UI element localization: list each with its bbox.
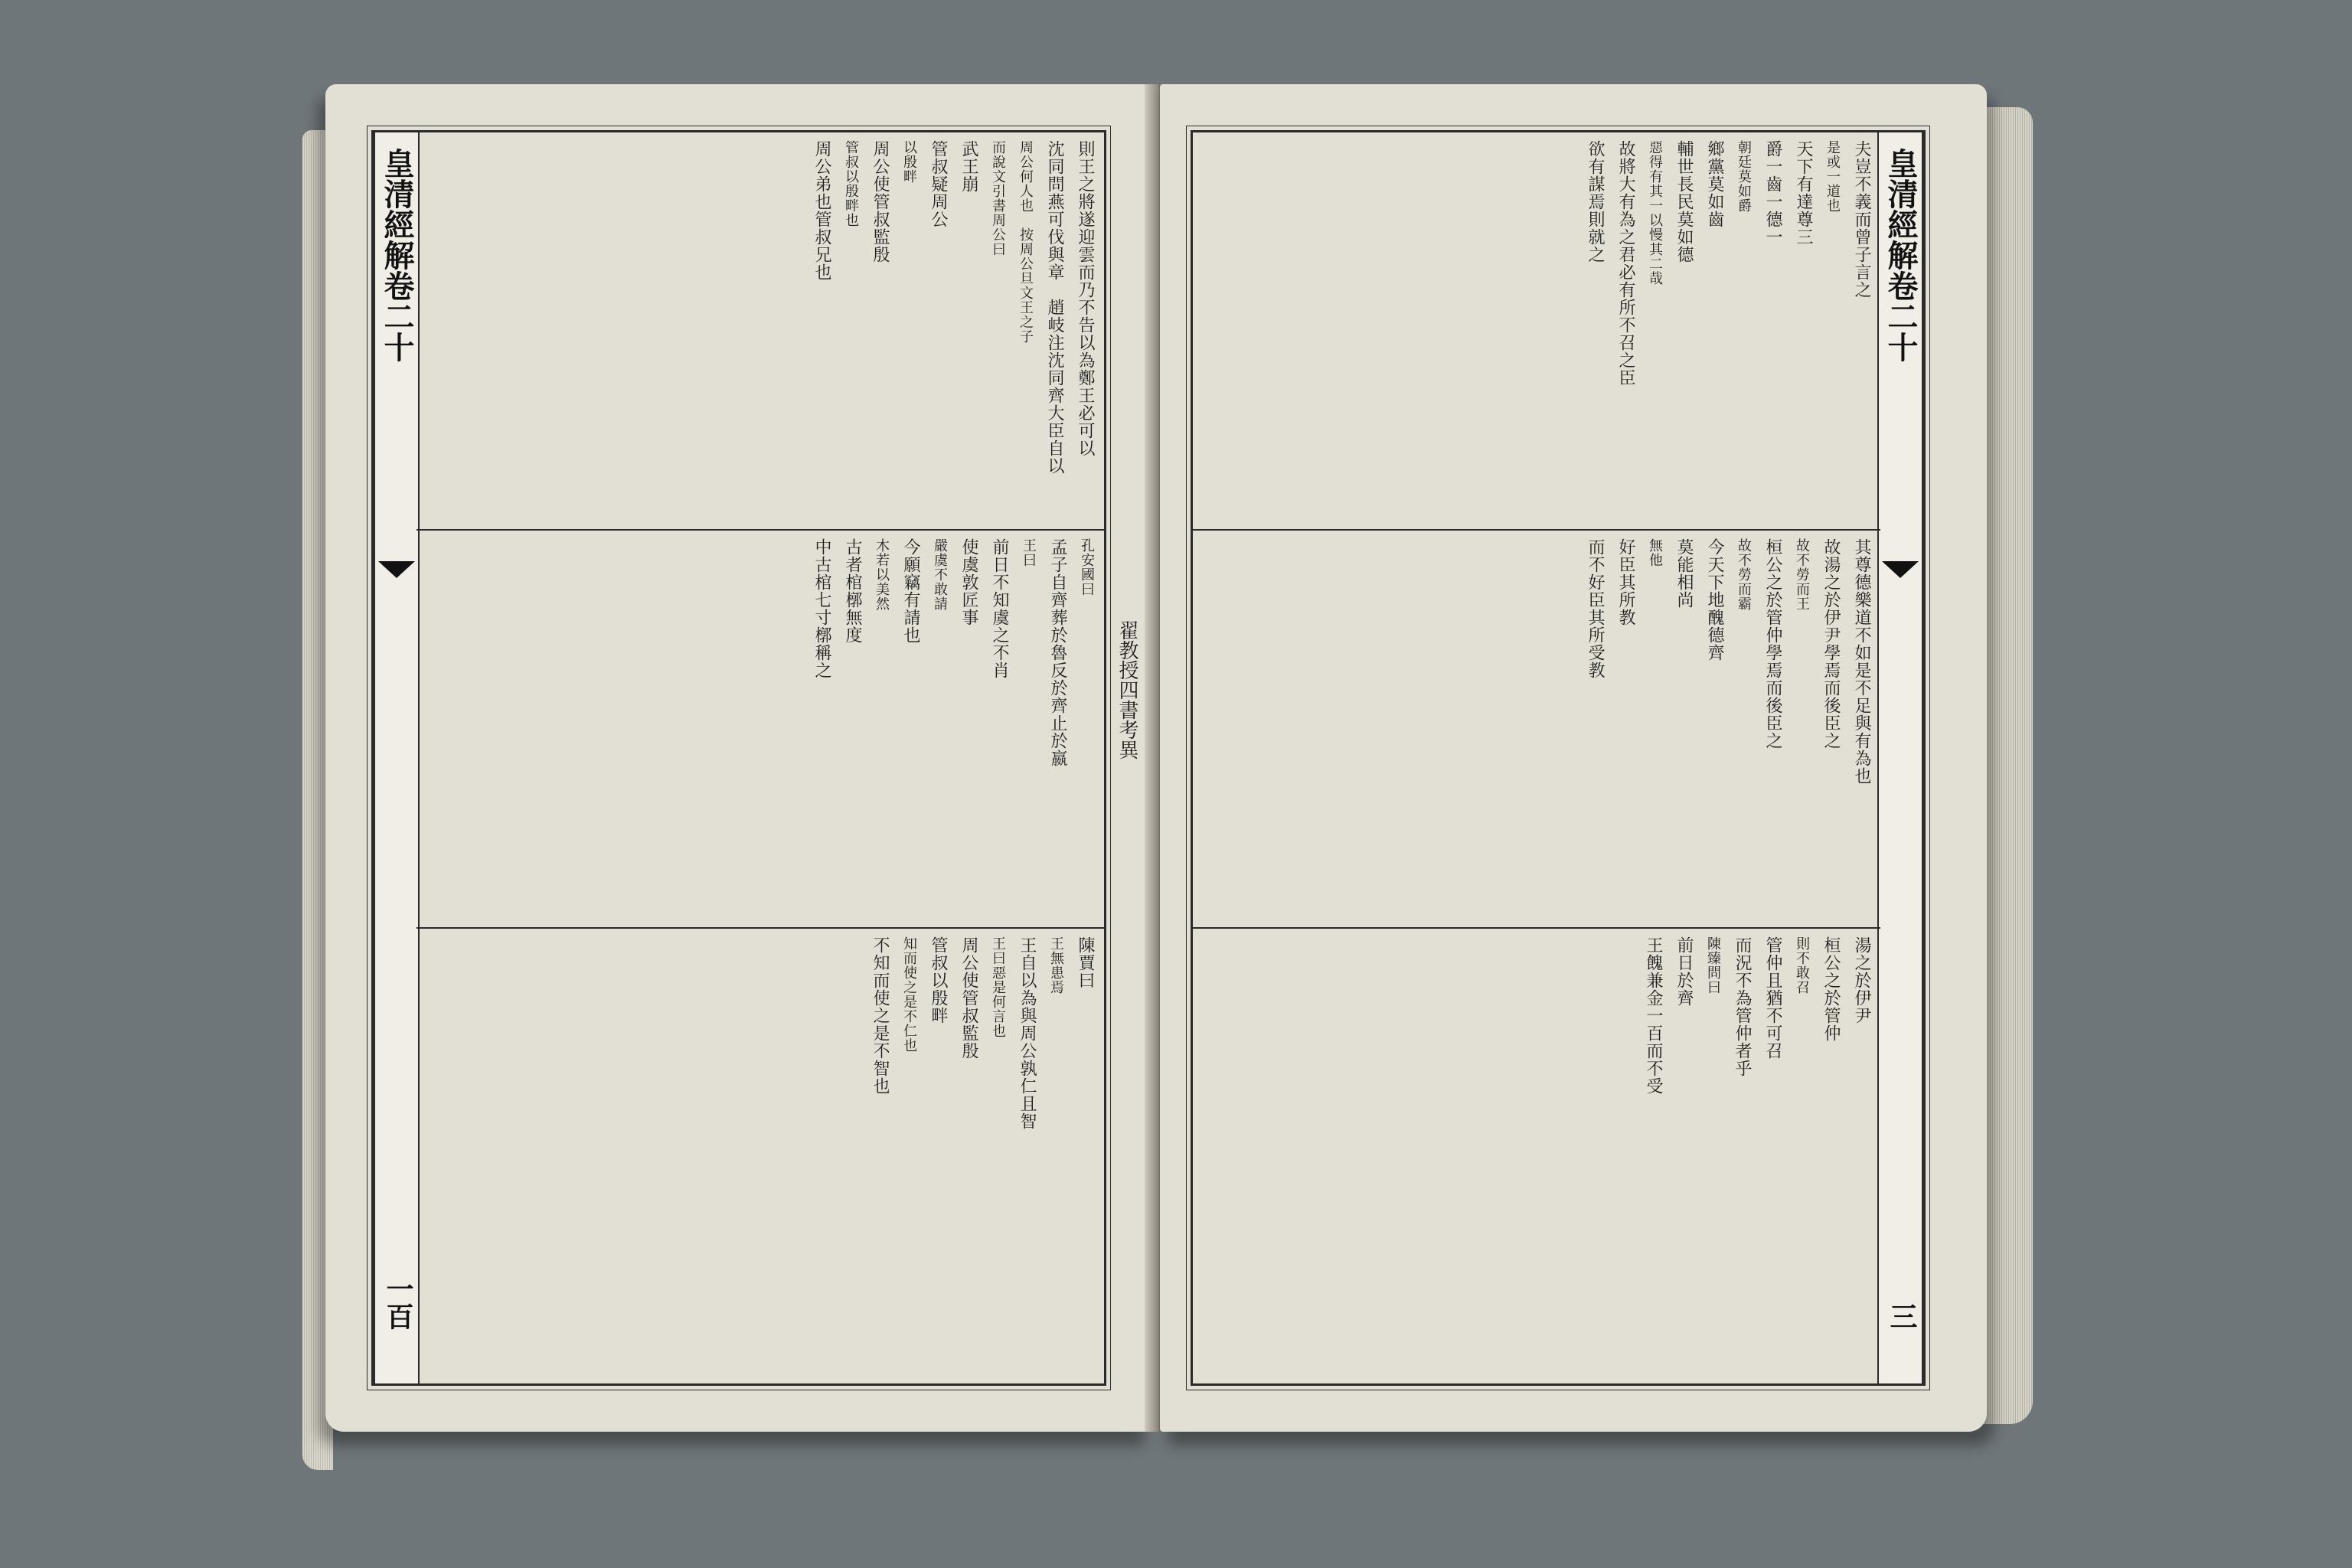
text-column: 輔世長民莫如德 xyxy=(1674,140,1694,263)
left-section-upper xyxy=(416,132,1104,531)
left-page xyxy=(325,84,1152,1432)
text-column: 王曰 xyxy=(1021,538,1037,567)
text-column: 中古棺七寸槨稱之 xyxy=(812,538,831,679)
text-column: 陳賈曰 xyxy=(1076,936,1095,989)
fish-tail-mark xyxy=(378,561,415,578)
text-column: 惡得有其一以慢其二哉 xyxy=(1647,140,1663,286)
text-column: 前日不知虞之不肖 xyxy=(990,538,1009,679)
right-page xyxy=(1160,84,1987,1432)
right-volume-text: 卷二十 xyxy=(1883,270,1919,362)
right-page-number: 三 xyxy=(1886,1302,1918,1330)
text-column: 前日於齊 xyxy=(1674,936,1694,1007)
text-column: 而說文引書周公曰 xyxy=(990,140,1006,256)
text-column: 周公何人也 按周公旦文王之子 xyxy=(1018,140,1034,344)
text-column: 今天下地醜德齊 xyxy=(1705,538,1724,662)
left-section-middle xyxy=(416,531,1104,929)
text-column: 故湯之於伊尹學焉而後臣之 xyxy=(1821,538,1841,750)
text-column: 周公使管叔監殷 xyxy=(959,936,978,1060)
text-column: 王自以為與周公孰仁且智 xyxy=(1018,936,1037,1130)
open-book xyxy=(302,84,2060,1524)
text-column: 王無患焉 xyxy=(1048,936,1064,995)
text-column: 莫能相尚 xyxy=(1674,538,1694,609)
text-column: 管叔疑周公 xyxy=(929,140,948,228)
text-column: 陳臻問曰 xyxy=(1705,936,1721,995)
left-page-number: 一百 xyxy=(382,1275,414,1330)
text-column: 故不勞而霸 xyxy=(1736,538,1752,611)
text-column: 周公弟也管叔兄也 xyxy=(812,140,831,281)
text-column: 沈同問燕可伐與章 趙岐注沈同齊大臣自以 xyxy=(1045,140,1064,475)
text-column: 其尊德樂道不如是不足與有為也 xyxy=(1852,538,1871,785)
text-column: 好臣其所教 xyxy=(1616,538,1635,626)
text-column: 故將大有為之君必有所不召之臣 xyxy=(1616,140,1635,387)
text-column: 嚴虞不敢請 xyxy=(932,538,948,611)
text-column: 管叔以殷畔也 xyxy=(843,140,859,227)
right-section-lower xyxy=(1193,929,1880,1383)
left-page-frame xyxy=(371,130,1106,1386)
text-column: 天下有達尊三 xyxy=(1794,140,1813,246)
text-column: 則不敢召 xyxy=(1794,936,1810,995)
text-column: 管仲且猶不可召 xyxy=(1763,936,1782,1060)
left-book-title-text: 皇清經解 xyxy=(379,148,415,270)
text-column: 木若以美然 xyxy=(874,538,890,611)
text-column: 使虞敦匠事 xyxy=(959,538,978,626)
text-column: 王曰惡是何言也 xyxy=(990,936,1006,1038)
text-column: 欲有謀焉則就之 xyxy=(1586,140,1605,263)
text-column: 則王之將遂迎雲而乃不告以為鄭王必可以 xyxy=(1076,140,1095,457)
text-column: 爵一齒一德一 xyxy=(1763,140,1782,246)
text-column: 而不好臣其所受教 xyxy=(1586,538,1605,679)
text-column: 孟子自齊葬於魯反於齊止於嬴 xyxy=(1048,538,1067,767)
text-column: 孔安國曰 xyxy=(1079,538,1095,596)
text-column: 不知而使之是不智也 xyxy=(871,936,890,1095)
text-column: 而況不為管仲者乎 xyxy=(1733,936,1752,1077)
right-book-title xyxy=(1879,148,1922,362)
text-column: 桓公之於管仲 xyxy=(1821,936,1841,1042)
text-column: 今願竊有請也 xyxy=(901,538,920,644)
fish-tail-mark xyxy=(1882,561,1919,578)
left-book-title xyxy=(375,148,418,362)
page-edges-right xyxy=(1979,107,2033,1424)
left-page-banner xyxy=(374,132,420,1383)
text-column: 是或一道也 xyxy=(1824,140,1841,213)
text-column: 知而使之是不仁也 xyxy=(901,936,917,1053)
text-column: 桓公之於管仲學焉而後臣之 xyxy=(1763,538,1782,750)
text-column: 無他 xyxy=(1647,538,1663,567)
left-page-footer: 翟教授四書考異 xyxy=(1116,620,1138,760)
text-column: 夫豈不義而曾子言之 xyxy=(1852,140,1871,299)
right-section-middle xyxy=(1193,531,1880,929)
right-book-title-text: 皇清經解 xyxy=(1883,148,1919,270)
text-column: 武王崩 xyxy=(959,140,978,193)
left-section-lower xyxy=(416,929,1104,1383)
text-column: 以殷畔 xyxy=(901,140,917,184)
text-column: 鄉黨莫如齒 xyxy=(1705,140,1724,228)
text-column: 王餽兼金一百而不受 xyxy=(1644,936,1663,1095)
right-section-upper xyxy=(1193,132,1880,531)
text-column: 古者棺槨無度 xyxy=(843,538,862,644)
right-page-frame xyxy=(1191,130,1926,1386)
right-page-banner xyxy=(1877,132,1923,1383)
text-column: 朝廷莫如爵 xyxy=(1736,140,1752,213)
left-volume-text: 卷二十 xyxy=(379,270,415,362)
text-column: 湯之於伊尹 xyxy=(1852,936,1871,1024)
text-column: 周公使管叔監殷 xyxy=(871,140,890,263)
text-column: 管叔以殷畔 xyxy=(929,936,948,1024)
text-column: 故不勞而王 xyxy=(1794,538,1810,611)
